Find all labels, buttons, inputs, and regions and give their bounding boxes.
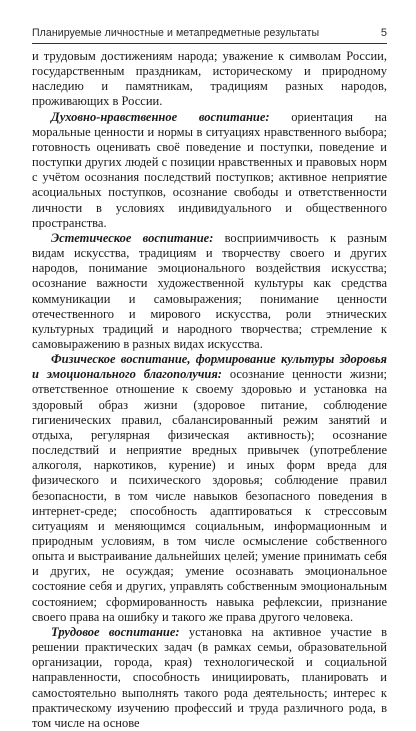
paragraph-text: установка на активное участие в решении практических задач (в рамках семьи, образовательной организации, города, края) технологической и социальной направленности, способность инициировать, планировать и самостоятельно выполнять такого рода деятельность; интерес к практическому изучению профессий и труда различного рода, в том числе на основе <box>32 624 388 730</box>
paragraph-term: Трудовое воспитание: <box>51 624 180 639</box>
paragraph-continued <box>32 49 387 110</box>
paragraph-text: восприимчивость к разным видам искусства, традициям и творчеству своего и других народов, понимание эмоционального воздействия искусства; осознание важности художественной культуры как средства коммуникации и самовыражения; понимание ценности отечественного и мирового искусства, роли этнических культурных традиций и народного творчества; стремление к самовыражению в разных видах искусства. <box>32 230 387 351</box>
running-header-title: Планируемые личностные и метапредметные результаты <box>32 27 320 39</box>
paragraph-term: Физическое воспитание, формирование культуры здоровья и эмоционального благополучия: <box>32 352 387 382</box>
paragraph-physical-education <box>32 352 387 625</box>
paragraph-aesthetic-education <box>32 231 387 352</box>
paragraph-text: ориентация на моральные ценности и нормы в ситуациях нравственного выбора; готовность оценивать своё поведение и поступки, поведение и поступки других людей с позиции нравственных и правовых норм с учётом осознания последствий поступков; активное неприятие асоциальных поступков, осознание свободы и ответственности личности в условиях индивидуального и общественного пространства. <box>32 109 387 230</box>
paragraph-spiritual-moral-education <box>32 110 387 231</box>
running-header <box>32 0 387 44</box>
paragraph-labor-education <box>32 625 387 731</box>
page-number: 5 <box>380 27 387 39</box>
body-text <box>32 44 387 731</box>
paragraph-text: и трудовым достижениям народа; уважение к символам России, государственным праздникам, историческому и природному наследию и памятникам, традициям разных народов, проживающих в России. <box>32 49 387 109</box>
paragraph-term: Духовно-нравственное воспитание: <box>51 109 270 124</box>
paragraph-term: Эстетическое воспитание: <box>51 230 214 245</box>
paragraph-text: осознание ценности жизни; ответственное отношение к своему здоровью и установка на здоровый образ жизни (здоровое питание, соблюдение гигиенических правил, сбалансированный режим занятий и отдыха, регулярная физическая активность); осознание последствий и неприятие вредных привычек (употребление алкоголя, наркотиков, курение) и иных форм вреда для физического и психического здоровья; соблюдение правил безопасности, в том числе навыков безопасного поведения в интернет-среде; способность адаптироваться к стрессовым ситуациям и меняющимся социальным, информационным и природным условиям, в том числе осмысление собственного опыта и выстраивание дальнейших целей; умение принимать себя и других, не осуждая; умение осознавать эмоциональное состояние себя и других, управлять собственным эмоциональным состоянием; сформированность навыка рефлексии, признание своего права на ошибку и такого же права другого человека. <box>32 367 387 624</box>
